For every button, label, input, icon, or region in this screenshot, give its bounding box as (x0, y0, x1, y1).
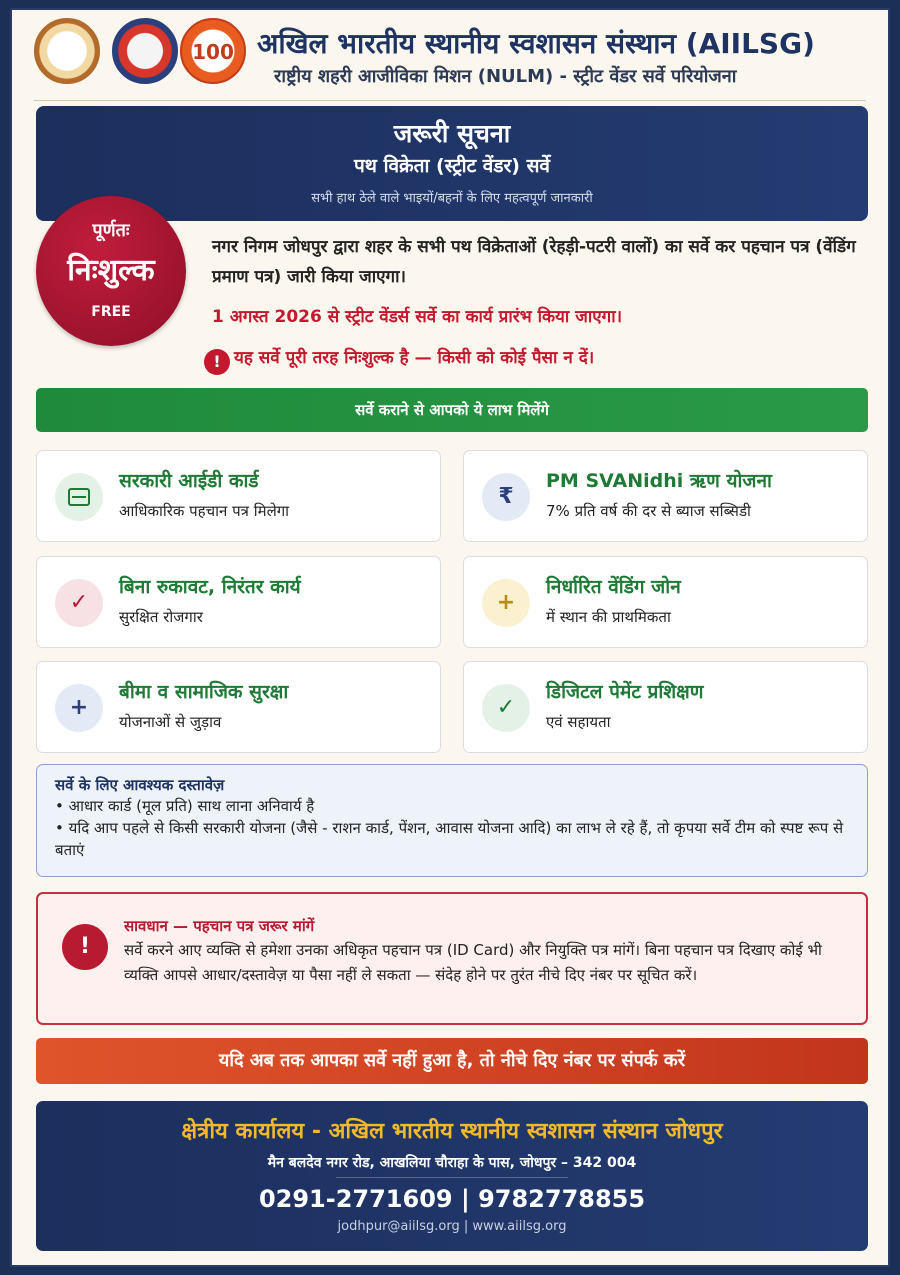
check-icon: ✓ (482, 684, 530, 732)
benefit-desc: योजनाओं से जुड़ाव (119, 713, 222, 731)
free-badge-line1: पूर्णतः (92, 220, 130, 241)
notice-note: सभी हाथ ठेले वाले भाइयों/बहनों के लिए महत्वपूर्ण जानकारी (311, 191, 593, 206)
header (12, 10, 888, 102)
documents-box (36, 764, 868, 877)
plus-circle-icon: + (482, 579, 530, 627)
rupee-icon: ₹ (482, 473, 530, 521)
exclamation-icon: ! (62, 924, 108, 970)
exclamation-icon: ! (204, 349, 230, 375)
benefit-desc: एवं सहायता (546, 713, 611, 731)
header-divider (34, 100, 866, 101)
header-title: अखिल भारतीय स्थानीय स्वशासन संस्थान (AIILSG) (257, 27, 815, 60)
benefit-title: बीमा व सामाजिक सुरक्षा (119, 681, 289, 703)
notice-subtitle: पथ विक्रेता (स्ट्रीट वेंडर) सर्वे (354, 155, 550, 177)
caution-title: सावधान — पहचान पत्र जरूर मांगें (124, 917, 315, 935)
plus-icon: + (55, 684, 103, 732)
footer (36, 1101, 868, 1251)
intro-text: नगर निगम जोधपुर द्वारा शहर के सभी पथ विक्रेताओं (रेहड़ी-पटरी वालों) का सर्वे कर पहचान पत्र (वेंडिंग प्रमाण पत्र) जारी किया जाएगा। (212, 237, 856, 287)
benefit-title: निर्धारित वेंडिंग जोन (546, 576, 681, 598)
benefits-header: सर्वे कराने से आपको ये लाभ मिलेंगे (36, 388, 868, 432)
caution-text: सर्वे करने आए व्यक्ति से हमेशा उनका अधिकृत पहचान पत्र (ID Card) और नियुक्ति पत्र मांगें। बिना पहचान पत्र दिखाए कोई भी व्यक्ति आपसे आधार/दस्तावेज़ या पैसा नहीं ले सकता — संदेह होने पर तुरंत नीचे दिए नंबर पर सूचित करें। (124, 941, 822, 984)
benefit-title: डिजिटल पेमेंट प्रशिक्षण (546, 681, 704, 703)
benefit-card-svanidhi (463, 450, 868, 542)
benefit-desc: में स्थान की प्राथमिकता (546, 608, 671, 626)
centenary-logo-text: 100 (192, 40, 234, 64)
aiilsg-logo (112, 18, 178, 84)
benefit-desc: 7% प्रति वर्ष की दर से ब्याज सब्सिडी (546, 502, 751, 520)
documents-title: सर्वे के लिए आवश्यक दस्तावेज़ (55, 776, 225, 794)
benefit-desc: सुरक्षित रोजगार (119, 608, 203, 626)
free-warning (204, 345, 594, 375)
benefit-title: बिना रुकावट, निरंतर कार्य (119, 576, 301, 598)
id-card-icon (55, 473, 103, 521)
email-website[interactable]: jodhpur@aiilsg.org | www.aiilsg.org (337, 1219, 567, 1234)
documents-item: • यदि आप पहले से किसी सरकारी योजना (जैसे - राशन कार्ड, पेंशन, आवास योजना आदि) का लाभ ले रहे हैं, तो कृपया सर्वे टीम को स्पष्ट रूप से बताएं (55, 819, 844, 859)
benefit-card-work (36, 556, 441, 648)
benefit-card-zone (463, 556, 868, 648)
benefit-card-id (36, 450, 441, 542)
free-warning-text: यह सर्वे पूरी तरह निःशुल्क है — किसी को कोई पैसा न दें। (234, 348, 595, 368)
footer-divider (336, 1177, 568, 1178)
office-title: क्षेत्रीय कार्यालय - अखिल भारतीय स्थानीय स्वशासन संस्थान जोधपुर (181, 1119, 723, 1144)
header-subtitle: राष्ट्रीय शहरी आजीविका मिशन (NULM) - स्ट्रीट वेंडर सर्वे परियोजना (274, 66, 737, 87)
start-date-text: 1 अगस्त 2026 से स्ट्रीट वेंडर्स सर्वे का कार्य प्रारंभ किया जाएगा। (212, 307, 623, 327)
benefit-card-digital (463, 661, 868, 753)
benefit-title: PM SVANidhi ऋण योजना (546, 470, 772, 492)
city-emblem-logo (34, 18, 100, 84)
documents-item: • आधार कार्ड (मूल प्रति) साथ लाना अनिवार्य है (55, 797, 315, 815)
notice-title: जरूरी सूचना (393, 119, 511, 148)
benefit-card-insurance (36, 661, 441, 753)
check-circle-icon: ✓ (55, 579, 103, 627)
contact-bar: यदि अब तक आपका सर्वे नहीं हुआ है, तो नीचे दिए नंबर पर संपर्क करें (36, 1038, 868, 1084)
office-address: मैन बलदेव नगर रोड, आखलिया चौराहा के पास, जोधपुर – 342 004 (267, 1155, 637, 1171)
free-badge-line2: निःशुल्क (67, 253, 155, 288)
poster (10, 8, 890, 1267)
notice-banner (36, 106, 868, 221)
phone-numbers[interactable]: 0291-2771609 | 9782778855 (258, 1185, 646, 1213)
benefit-desc: आधिकारिक पहचान पत्र मिलेगा (119, 502, 290, 520)
caution-box (36, 892, 868, 1025)
free-badge (36, 196, 186, 346)
centenary-logo (180, 18, 246, 84)
benefit-title: सरकारी आईडी कार्ड (119, 470, 259, 492)
free-badge-line3: FREE (91, 304, 131, 320)
